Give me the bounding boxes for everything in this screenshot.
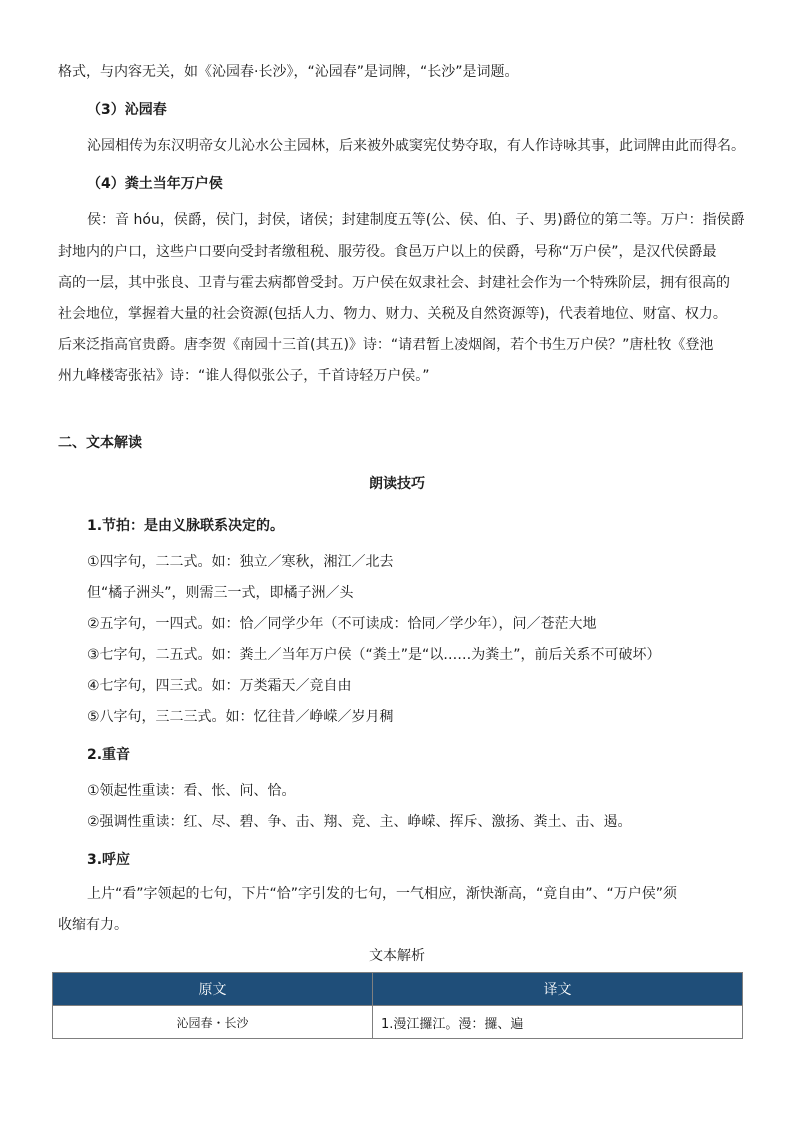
point-heading-echo: 3.呼应 xyxy=(87,852,131,868)
table-row xyxy=(53,1006,743,1039)
paragraph-line: 高的一层，其中张良、卫青与霍去病都曾受封。万户侯在奴隶社会、封建社会作为一个特殊阶层，拥有很高的 xyxy=(58,275,730,291)
header-translation: 译文 xyxy=(373,973,743,1006)
paragraph-line: 上片“看”字领起的七句，下片“恰”字引发的七句，一气相应，渐快渐高，“竟自由”、“万户侯”须 xyxy=(87,886,678,902)
list-item: ⑤八字句，三二三式。如：忆往昔／峥嵘／岁月稠 xyxy=(87,709,394,725)
list-item: ①领起性重读：看、怅、问、恰。 xyxy=(87,783,296,799)
paragraph-line: 侯：音 hóu，侯爵，侯门，封侯，诸侯；封建制度五等(公、侯、伯、子、男)爵位的第二等。万户：指侯爵 xyxy=(87,212,745,228)
list-item: ④七字句，四三式。如：万类霜天／竞自由 xyxy=(87,678,352,694)
list-item: ②五字句，一四式。如：恰／同学少年（不可读成：恰同／学少年），问／苍茫大地 xyxy=(87,616,597,632)
list-item: 但“橘子洲头”，则需三一式，即橘子洲／头 xyxy=(87,585,354,601)
paragraph-line: 封地内的户口，这些户口要向受封者缴租税、服劳役。食邑万户以上的侯爵，号称“万户侯”，是汉代侯爵最 xyxy=(58,244,717,260)
list-item: ②强调性重读：红、尽、碧、争、击、翔、竞、主、峥嵘、挥斥、激扬、粪土、击、遏。 xyxy=(87,814,632,830)
table-header-row xyxy=(53,973,743,1006)
analysis-table xyxy=(52,972,743,1039)
paragraph-line: 社会地位，掌握着大量的社会资源(包括人力、物力、财力、关税及自然资源等)，代表着地位、财富、权力。 xyxy=(58,306,727,322)
paragraph-line: 沁园相传为东汉明帝女儿沁水公主园林，后来被外戚窦宪仗势夺取，有人作诗咏其事，此词牌由此而得名。 xyxy=(87,138,745,154)
list-item: ①四字句，二二式。如：独立／寒秋，湘江／北去 xyxy=(87,554,394,570)
paragraph-line: 州九峰楼寄张祜》诗：“谁人得似张公子，千首诗轻万户侯。” xyxy=(58,368,430,384)
paragraph-line: 收缩有力。 xyxy=(58,917,128,933)
table-caption: 文本解析 xyxy=(369,948,425,964)
paragraph-line: 格式，与内容无关，如《沁园春·长沙》，“沁园春”是词牌，“长沙”是词题。 xyxy=(58,64,519,80)
cell-translation: 1.漫江攞江。漫：攞、遍 xyxy=(373,1006,743,1039)
point-heading-stress: 2.重音 xyxy=(87,747,131,763)
subheading-qinyuanchun: （3）沁园春 xyxy=(87,102,167,118)
center-title-reading-skills: 朗读技巧 xyxy=(369,476,425,492)
cell-original: 沁园春・长沙 xyxy=(53,1006,373,1039)
section-heading: 二、文本解读 xyxy=(58,435,142,451)
list-item: ③七字句，二五式。如：粪土／当年万户侯（“粪土”是“以……为粪土”，前后关系不可破坏） xyxy=(87,647,661,663)
paragraph-line: 后来泛指高官贵爵。唐李贺《南园十三首(其五)》诗：“请君暂上凌烟阁，若个书生万户侯？”唐杜牧《登池 xyxy=(58,337,714,353)
point-heading-rhythm: 1.节拍：是由义脉联系决定的。 xyxy=(87,518,285,534)
header-original: 原文 xyxy=(53,973,373,1006)
subheading-fentu: （4）粪土当年万户侯 xyxy=(87,176,223,192)
